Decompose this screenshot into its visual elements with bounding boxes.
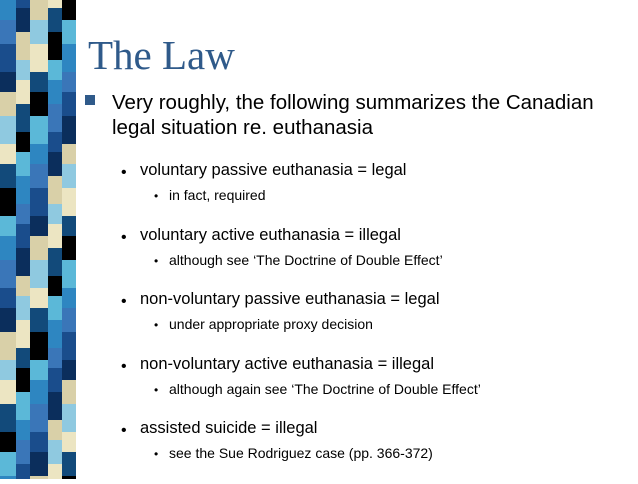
pattern-tile [62, 188, 76, 216]
pattern-tile [16, 348, 30, 368]
pattern-tile [48, 224, 62, 248]
pattern-tile [16, 440, 30, 464]
pattern-tile [0, 432, 16, 452]
pattern-tile [16, 248, 30, 276]
pattern-tile [62, 0, 76, 20]
pattern-tile [0, 144, 16, 164]
bullet-dot-icon: • [121, 228, 127, 246]
pattern-tile [62, 260, 76, 288]
item-note: in fact, required [169, 187, 266, 203]
pattern-tile [62, 20, 76, 44]
pattern-tile [16, 464, 30, 479]
pattern-tile [30, 260, 48, 288]
list-item [121, 355, 621, 420]
pattern-tile [48, 296, 62, 320]
pattern-tile [30, 164, 48, 188]
pattern-tile [16, 60, 30, 80]
pattern-tile [0, 332, 16, 360]
pattern-tile [16, 8, 30, 32]
item-note: under appropriate proxy decision [169, 316, 373, 332]
pattern-tile [62, 404, 76, 432]
pattern-tile [62, 288, 76, 308]
pattern-tile [48, 176, 62, 204]
pattern-tile [0, 44, 16, 72]
bullet-dot-icon: • [154, 447, 159, 461]
pattern-tile [62, 72, 76, 92]
pattern-tile [0, 236, 16, 260]
pattern-tile [48, 248, 62, 276]
pattern-tile [48, 368, 62, 392]
pattern-tile [16, 296, 30, 320]
pattern-tile [16, 80, 30, 104]
item-note: although see ‘The Doctrine of Double Effect’ [169, 251, 443, 268]
pattern-tile [30, 72, 48, 92]
pattern-tile [48, 204, 62, 224]
list-item [121, 419, 621, 484]
pattern-tile [48, 80, 62, 104]
pattern-tile [16, 176, 30, 204]
pattern-tile [62, 332, 76, 360]
pattern-tile [16, 392, 30, 420]
item-label: voluntary passive euthanasia = legal [140, 161, 407, 179]
item-label: non-voluntary passive euthanasia = legal [140, 290, 440, 308]
pattern-tile [30, 236, 48, 260]
pattern-tile [30, 0, 48, 20]
pattern-tile [0, 116, 16, 144]
pattern-tile [30, 144, 48, 164]
pattern-tile [62, 144, 76, 164]
pattern-tile [48, 276, 62, 296]
pattern-tile [48, 440, 62, 464]
intro-bullet [85, 90, 625, 140]
bullet-dot-icon: • [121, 422, 127, 439]
pattern-tile [0, 72, 16, 92]
pattern-tile [30, 188, 48, 216]
item-label: assisted suicide = illegal [140, 419, 318, 437]
pattern-tile [62, 92, 76, 116]
decorative-side-pattern [0, 0, 76, 479]
pattern-tile [62, 380, 76, 404]
list-item [121, 161, 621, 226]
bullet-dot-icon: • [121, 357, 127, 375]
pattern-tile [16, 204, 30, 224]
bullet-dot-icon: • [154, 382, 159, 397]
square-bullet-icon [85, 95, 95, 105]
pattern-tile [16, 276, 30, 296]
list-item [121, 226, 621, 291]
pattern-tile [30, 116, 48, 144]
pattern-tile [62, 452, 76, 476]
pattern-tile [0, 452, 16, 476]
pattern-tile [16, 32, 30, 60]
pattern-tile [62, 44, 76, 72]
pattern-tile [0, 288, 16, 308]
woven-pattern-graphic [0, 0, 76, 479]
pattern-tile [0, 404, 16, 432]
pattern-tile [62, 360, 76, 380]
pattern-tile [48, 348, 62, 368]
pattern-tile [30, 360, 48, 380]
slide-title: The Law [88, 32, 235, 78]
pattern-tile [16, 152, 30, 176]
pattern-tile [62, 216, 76, 236]
item-note: see the Sue Rodriguez case (pp. 366-372) [169, 445, 433, 461]
pattern-tile [0, 164, 16, 188]
pattern-tile [48, 320, 62, 348]
pattern-tile [16, 132, 30, 152]
pattern-tile [0, 188, 16, 216]
pattern-tile [30, 380, 48, 404]
pattern-tile [30, 452, 48, 476]
pattern-tile [30, 404, 48, 432]
pattern-tile [48, 0, 62, 8]
pattern-tile [0, 260, 16, 288]
pattern-tile [0, 216, 16, 236]
bullet-dot-icon: • [154, 189, 159, 203]
bullet-dot-icon: • [154, 253, 159, 268]
pattern-tile [62, 432, 76, 452]
pattern-tile [0, 360, 16, 380]
pattern-tile [16, 0, 30, 8]
pattern-tile [0, 380, 16, 404]
pattern-tile [16, 224, 30, 248]
intro-text: Very roughly, the following summarizes the Canadian legal situation re. euthanasia [112, 91, 594, 139]
pattern-tile [0, 0, 16, 20]
pattern-tile [62, 116, 76, 144]
pattern-tile [30, 308, 48, 332]
pattern-tile [48, 152, 62, 176]
pattern-tile [16, 420, 30, 440]
pattern-tile [30, 20, 48, 44]
bullet-dot-icon: • [121, 293, 127, 310]
pattern-tile [48, 60, 62, 80]
pattern-tile [62, 164, 76, 188]
pattern-tile [0, 92, 16, 116]
pattern-tile [62, 236, 76, 260]
item-label: non-voluntary active euthanasia = illegal [140, 354, 434, 373]
pattern-tile [48, 420, 62, 440]
pattern-tile [48, 32, 62, 60]
pattern-tile [30, 216, 48, 236]
item-label: voluntary active euthanasia = illegal [140, 225, 401, 244]
pattern-tile [30, 44, 48, 72]
pattern-tile [62, 308, 76, 332]
pattern-tile [48, 392, 62, 420]
list-item [121, 290, 621, 355]
pattern-tile [30, 332, 48, 360]
pattern-tile [0, 20, 16, 44]
bullet-dot-icon: • [121, 164, 127, 181]
pattern-tile [48, 8, 62, 32]
pattern-tile [16, 104, 30, 132]
pattern-tile [48, 104, 62, 132]
pattern-tile [48, 132, 62, 152]
pattern-tile [30, 92, 48, 116]
pattern-tile [30, 288, 48, 308]
bullet-dot-icon: • [154, 318, 159, 332]
pattern-tile [48, 464, 62, 479]
bullet-list [121, 161, 621, 484]
pattern-tile [0, 308, 16, 332]
item-note: although again see ‘The Doctrine of Double Effect’ [169, 380, 481, 397]
pattern-tile [16, 320, 30, 348]
pattern-tile [30, 432, 48, 452]
pattern-tile [16, 368, 30, 392]
